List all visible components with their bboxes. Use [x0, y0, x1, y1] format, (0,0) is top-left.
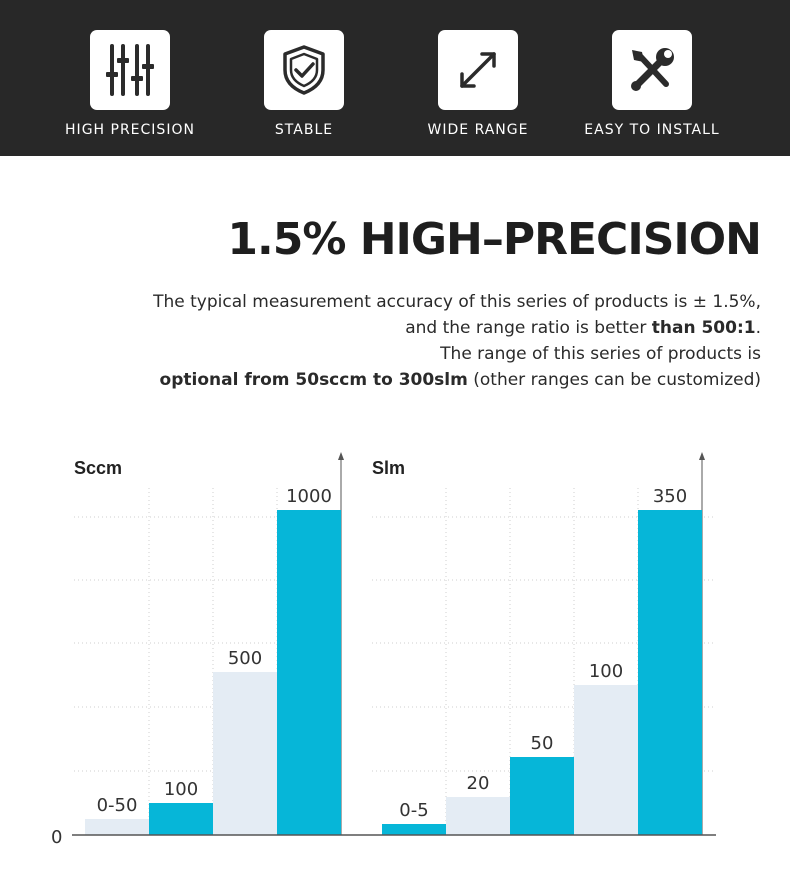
- description-line-1: The typical measurement accuracy of this series of products is ± 1.5%,: [153, 292, 761, 312]
- bar-value-label: 100: [163, 779, 199, 800]
- feature-icon-box: [612, 30, 692, 110]
- bar: [85, 819, 149, 835]
- sliders-icon: [102, 42, 158, 98]
- bar-value-label: 100: [588, 661, 624, 682]
- axis-arrow: [338, 452, 344, 460]
- description: [21, 289, 761, 393]
- bar-value-label: 1000: [286, 486, 332, 507]
- feature-label: EASY TO INSTALL: [584, 122, 720, 138]
- zero-label: 0: [51, 827, 63, 848]
- feature-stable: [214, 30, 394, 138]
- axis-arrow: [699, 452, 705, 460]
- description-emphasis: optional from 50sccm to 300slm: [159, 370, 468, 390]
- feature-icon-box: [438, 30, 518, 110]
- description-text: and the range ratio is better: [405, 318, 652, 338]
- description-text: (other ranges can be customized): [467, 370, 761, 390]
- description-line-4: [21, 367, 761, 393]
- headline: 1.5% HIGH–PRECISION: [227, 214, 761, 265]
- description-text: .: [755, 318, 761, 338]
- bar: [446, 797, 510, 835]
- feature-high-precision: [40, 30, 220, 138]
- y-axis-label: Slm: [372, 458, 406, 478]
- description-emphasis: than 500:1: [651, 318, 756, 338]
- tools-icon: [624, 42, 680, 98]
- description-line-2: [21, 315, 761, 341]
- feature-label: HIGH PRECISION: [65, 122, 195, 138]
- bar: [638, 510, 702, 835]
- shield-check-icon: [277, 43, 331, 97]
- feature-easy-to-install: [562, 30, 742, 138]
- description-line-3: The range of this series of products is: [440, 344, 761, 364]
- feature-wide-range: [388, 30, 568, 138]
- feature-label: STABLE: [274, 122, 334, 138]
- bar: [574, 685, 638, 835]
- feature-bar: [0, 0, 790, 156]
- feature-icon-box: [264, 30, 344, 110]
- bar: [213, 672, 277, 835]
- bar: [149, 803, 213, 835]
- bar-value-label: 0-50: [96, 795, 138, 816]
- feature-label: WIDE RANGE: [427, 122, 529, 138]
- double-arrow-icon: [450, 42, 506, 98]
- bar-value-label: 350: [652, 486, 688, 507]
- bar-value-label: 0-5: [399, 800, 429, 821]
- bar: [382, 824, 446, 835]
- bar-value-label: 20: [466, 773, 490, 794]
- bar: [277, 510, 341, 835]
- bar: [510, 757, 574, 835]
- y-axis-label: Sccm: [74, 458, 123, 478]
- feature-icon-box: [90, 30, 170, 110]
- range-chart: [0, 440, 790, 860]
- bar-value-label: 500: [227, 648, 263, 669]
- bar-value-label: 50: [530, 733, 554, 754]
